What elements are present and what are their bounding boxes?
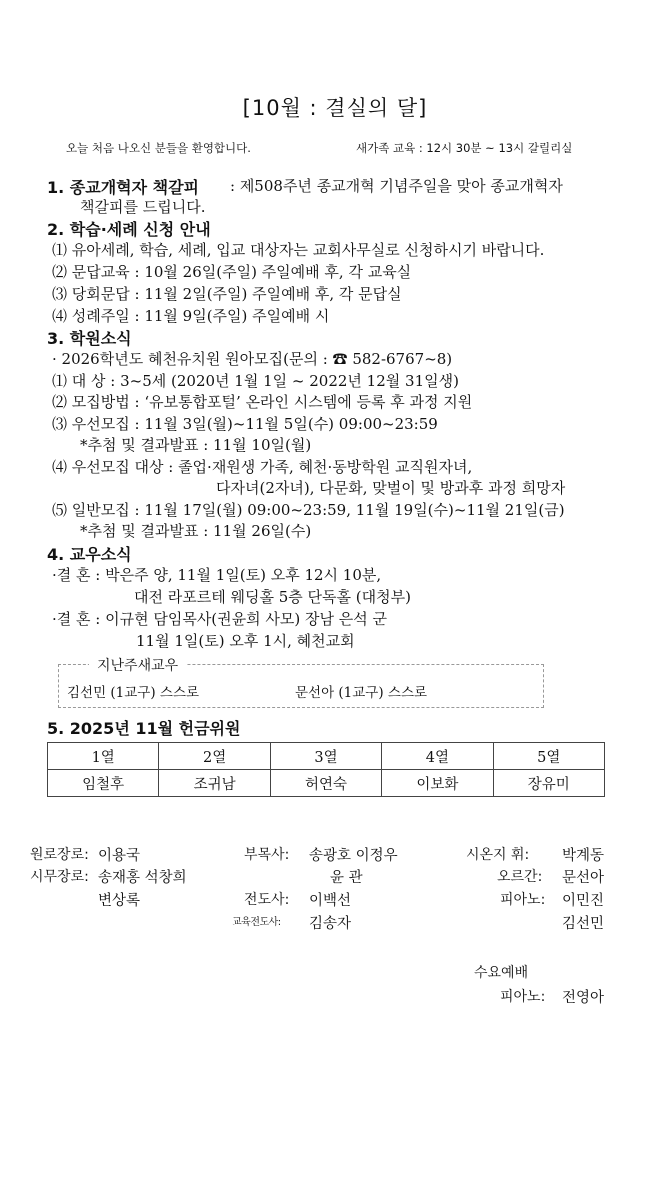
kindergarten-intro: · 2026학년도 혜천유치원 원아모집(문의 : ☎ 582-6767~8) [52, 350, 453, 368]
section-3-item: ⑷ 우선모집 대상 : 졸업·재원생 가족, 혜천·동방학원 교직원자녀, [52, 458, 473, 476]
table-cell: 장유미 [493, 770, 604, 797]
wedding-notice-cont: 11월 1일(토) 오후 1시, 혜천교회 [136, 632, 355, 650]
column-header: 5열 [493, 743, 604, 770]
section-3-item: ⑸ 일반모집 : 11월 17일(월) 09:00~23:59, 11월 19일(수)~11월 21일(금) [52, 501, 565, 519]
welcome-message: 오늘 처음 나오신 분들을 환영합니다. [66, 141, 251, 155]
table-cell: 조귀남 [159, 770, 270, 797]
section-3-item-cont: 다자녀(2자녀), 다문화, 맞벌이 및 방과후 과정 희망자 [216, 479, 566, 497]
staff-label: 시온지 휘: [466, 847, 530, 863]
new-members-title: 지난주새교우 [89, 655, 186, 675]
staff-label: 시무장로: [30, 869, 89, 885]
section-1-heading: 1. 종교개혁자 책갈피 [47, 178, 199, 197]
staff-label: 피아노: [500, 892, 546, 908]
new-member-item: 문선아 (1교구) 스스로 [295, 685, 428, 701]
section-3-item: ⑴ 대 상 : 3~5세 (2020년 1월 1일 ~ 2022년 12월 31일생) [52, 372, 459, 390]
section-3-heading: 3. 학원소식 [47, 329, 132, 348]
section-2-heading: 2. 학습·세례 신청 안내 [47, 220, 211, 239]
staff-name: 이백선 [309, 893, 352, 909]
section-4-heading: 4. 교우소식 [47, 545, 132, 564]
section-3-note: *추첨 및 결과발표 : 11월 10일(월) [80, 436, 312, 454]
column-header: 1열 [48, 743, 159, 770]
section-2-item: ⑶ 당회문답 : 11월 2일(주일) 주일예배 후, 각 문답실 [52, 285, 402, 303]
staff-label: 오르간: [497, 869, 543, 885]
table-row [48, 770, 605, 797]
staff-label: 원로장로: [30, 847, 89, 863]
offering-committee-table [47, 742, 605, 797]
new-member-item: 김선민 (1교구) 스스로 [67, 685, 200, 701]
staff-name: 이민진 [562, 893, 605, 909]
section-3-item: ⑵ 모집방법 : ‘유보통합포털’ 온라인 시스템에 등록 후 과정 지원 [52, 393, 473, 411]
staff-label: 교육전도사: [232, 917, 281, 928]
page-title: [10월 : 결실의 달] [242, 96, 428, 120]
staff-name: 윤 관 [330, 870, 363, 886]
staff-name: 이용국 [98, 848, 141, 864]
staff-label: 부목사: [244, 847, 290, 863]
section-2-item: ⑵ 문답교육 : 10월 26일(주일) 주일예배 후, 각 교육실 [52, 263, 412, 281]
staff-name: 송재홍 석창희 [98, 870, 187, 886]
wedding-notice: ·결 혼 : 이규현 담임목사(권윤희 사모) 장남 은석 군 [52, 610, 387, 628]
staff-name: 변상록 [98, 893, 141, 909]
section-2-item: ⑴ 유아세례, 학습, 세례, 입교 대상자는 교회사무실로 신청하시기 바랍니다. [52, 241, 545, 259]
column-header: 4열 [382, 743, 493, 770]
new-family-education-info: 새가족 교육 : 12시 30분 ~ 13시 갈릴리실 [356, 141, 573, 155]
staff-label: 전도사: [244, 892, 290, 908]
staff-label: 피아노: [500, 989, 546, 1005]
section-5-heading: 5. 2025년 11월 헌금위원 [47, 719, 241, 738]
section-1-text: : 제508주년 종교개혁 기념주일을 맞아 종교개혁자 [230, 177, 563, 195]
column-header: 2열 [159, 743, 270, 770]
wedding-notice: ·결 혼 : 박은주 양, 11월 1일(토) 오후 12시 10분, [52, 566, 382, 584]
staff-name: 전영아 [562, 990, 605, 1006]
wednesday-worship-title: 수요예배 [474, 965, 529, 981]
section-3-note: *추첨 및 결과발표 : 11월 26일(수) [80, 522, 312, 540]
staff-name: 김선민 [562, 916, 605, 932]
table-cell: 이보화 [382, 770, 493, 797]
staff-name: 송광호 이정우 [309, 848, 398, 864]
wedding-notice-cont: 대전 라포르테 웨딩홀 5층 단독홀 (대청부) [134, 588, 411, 606]
section-1-text-cont: 책갈피를 드립니다. [80, 198, 206, 216]
section-3-item: ⑶ 우선모집 : 11월 3일(월)~11월 5일(수) 09:00~23:59 [52, 415, 438, 433]
staff-name: 박계동 [562, 848, 605, 864]
section-2-item: ⑷ 성례주일 : 11월 9일(주일) 주일예배 시 [52, 307, 330, 325]
table-cell: 허연숙 [270, 770, 381, 797]
staff-name: 문선아 [562, 870, 605, 886]
staff-name: 김송자 [309, 916, 352, 932]
table-row [48, 743, 605, 770]
column-header: 3열 [270, 743, 381, 770]
table-cell: 임철후 [48, 770, 159, 797]
new-members-box [58, 658, 544, 708]
